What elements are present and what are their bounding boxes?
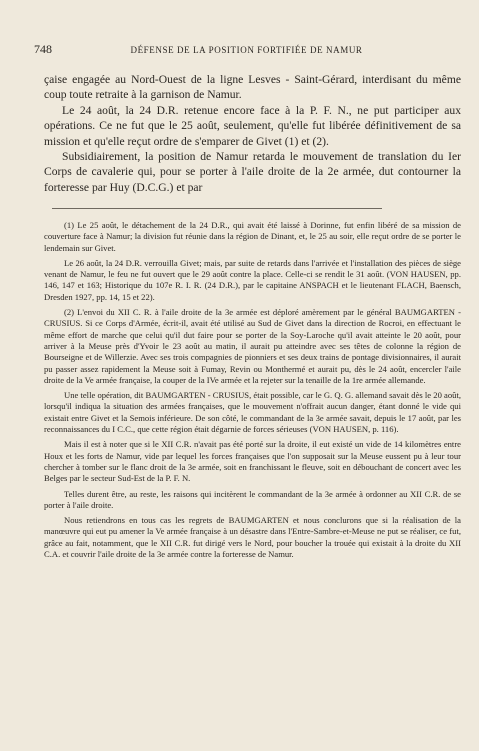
main-text [44,72,461,195]
footnote: Une telle opération, dit BAUMGARTEN - CRUSIUS, était possible, car le G. Q. G. allemand savait dès le 20 août, lorsqu'il indiqua la situation des armées françaises, que le mouvement n'offrait aucun danger, étant donné le vide qui existait entre Givet et la Semois inférieure. De son côté, le commandant de la 3e armée savait, depuis le 17 août, par les reconnaissances du I C.C., que cette région était dégarnie de forces sérieuses (VON HAUSEN, p. 116). [44,390,461,435]
running-title: DÉFENSE DE LA POSITION FORTIFIÉE DE NAMUR [130,45,363,55]
footnote: (2) L'envoi du XII C. R. à l'aile droite de la 3e armée est déploré amèrement par le général BAUMGARTEN - CRUSIUS. Si ce Corps d'Armée, écrit-il, avait été utilisé au Sud de Givet dans la direction de Rocroi, en effectuant le même effort de marche que celui qu'il dut faire pour se porter de la Soy-Laroche qu'il avait atteinte le 20 août, pour arriver à la Meuse près d'Yvoir le 23 août au matin, il aurait pu atteindre avec ses têtes de colonne la région de Bourseigne et de Willerzie. Avec ses trois compagnies de pionniers et ses deux trains de pontage divisionnaires, il aurait pu passer assez rapidement la Meuse soit à Fumay, Revin ou Monthermé et aurait pu, dès le 24 août, encercler l'aile droite de la Ve armée française, la couper de la IVe armée et la rejeter sur la tenaille de la 1re armée allemande. [44,307,461,385]
page-header [34,44,459,58]
footnote: Nous retiendrons en tous cas les regrets de BAUMGARTEN et nous conclurons que si la réalisation de la manœuvre qui eut pu amener la Ve armée française à un désastre dans l'Entre-Sambre-et-Meuse ne put se réaliser, ce fut, grâce au fait, notamment, que le XII C.R. fut dirigé vers le Nord, pour boucher la trouée qui existait à la droite du XII C.A. et couvrir l'aile droite de la 3e armée contre la forteresse de Namur. [44,515,461,560]
paragraph: Subsidiairement, la position de Namur retarda le mouvement de translation du Ier Corps de cavalerie qui, pour se porter à l'aile droite de la 2e armée, dut contourner la forteresse par Huy (D.C.G.) et par [44,150,461,194]
footnote-separator [52,208,382,209]
paragraph: Le 24 août, la 24 D.R. retenue encore face à la P. F. N., ne put participer aux opérations. Ce ne fut que le 25 août, seulement, qu'elle fut libérée définitivement de sa mission et qu'elle reçut ordre de s'emparer de Givet (1) et (2). [44,103,461,148]
page-number: 748 [34,42,52,56]
footnotes [44,220,461,564]
footnote: Mais il est à noter que si le XII C.R. n'avait pas été porté sur la droite, il eut existé un vide de 14 kilomètres entre Houx et les forts de Namur, vide par lequel les forces françaises que l'on supposait sur la Meuse eussent pu à leur tour chercher à tomber sur le flanc droit de la 3e armée, soit en franchissant le fleuve, soit en débouchant de concert avec les Belges par le secteur Sud-Est de la P. F. N. [44,439,461,484]
footnote: Le 26 août, la 24 D.R. verrouilla Givet; mais, par suite de retards dans l'arrivée et l'installation des pièces de siège venant de Namur, le feu ne fut ouvert que le 29 août contre la place. Celle-ci se rendit le 31 août. (VON HAUSEN, pp. 146, 147 et 163; Historique du 107e R. I. R. (24 D.R.), par le capitaine ANSPACH et le lieutenant FLACH, Baensch, Dresden 1927, pp. 14, 15 et 22). [44,257,461,302]
paragraph: çaise engagée au Nord-Ouest de la ligne Lesves - Saint-Gérard, interdisant du même coup toute retraite à la garnison de Namur. [44,73,461,102]
footnote: (1) Le 25 août, le détachement de la 24 D.R., qui avait été laissé à Dorinne, fut enfin libéré de sa mission de couverture face à Namur; la division fut réunie dans la région de Dinant, et, le 25 au soir, elle reçut ordre de se porter le lendemain sur Givet. [44,220,461,253]
footnote: Telles durent être, au reste, les raisons qui incitèrent le commandant de la 3e armée à ordonner au XII C.R. de se porter à l'aile droite. [44,488,461,510]
